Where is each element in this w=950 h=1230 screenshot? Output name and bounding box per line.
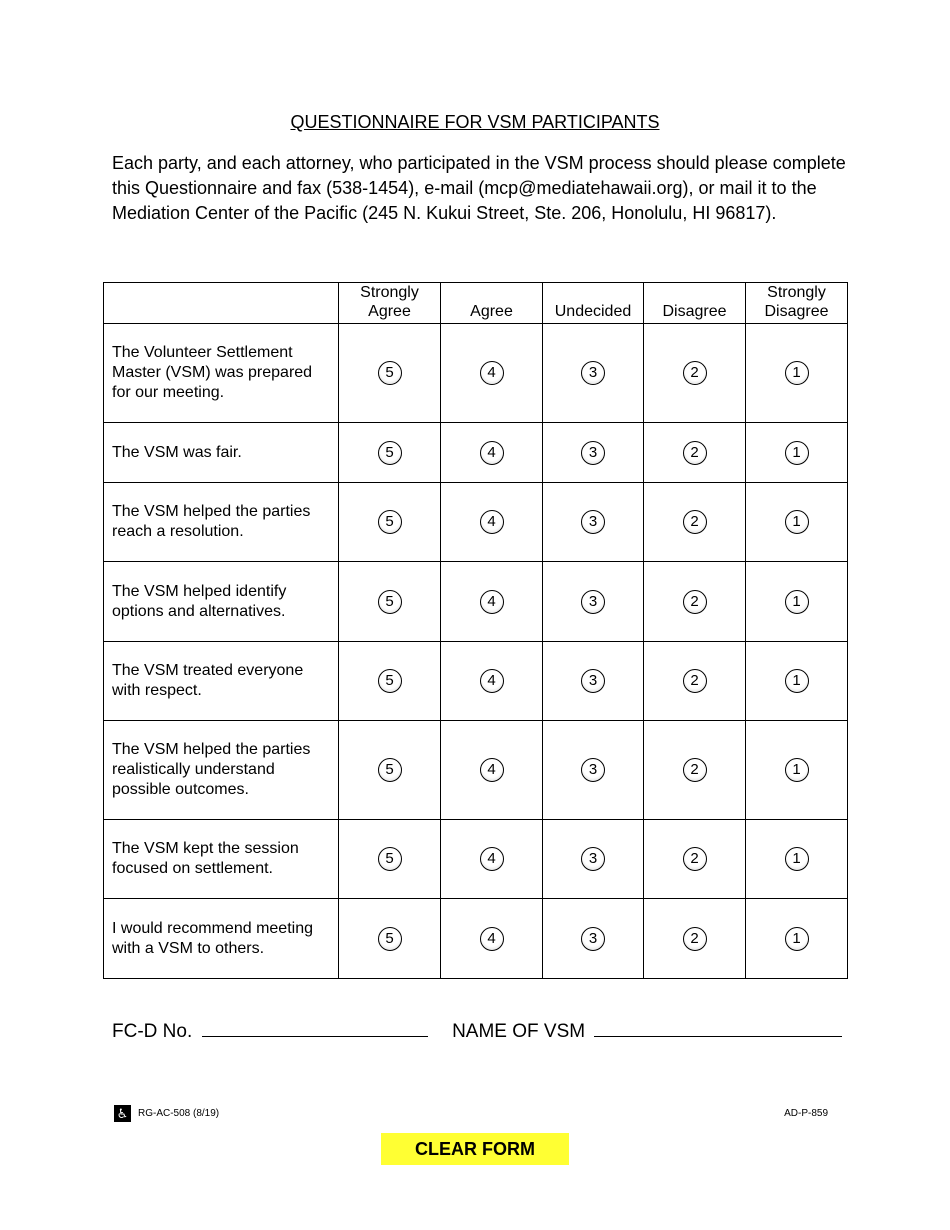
- question-row: [104, 899, 848, 979]
- question-row: [104, 642, 848, 721]
- ad-code: AD-P-859: [784, 1108, 828, 1119]
- rating-option-3[interactable]: 3: [581, 927, 605, 951]
- question-row: [104, 721, 848, 820]
- rating-option-5[interactable]: 5: [378, 510, 402, 534]
- rating-cell: [543, 324, 644, 423]
- rating-option-3[interactable]: 3: [581, 510, 605, 534]
- rating-option-1[interactable]: 1: [785, 669, 809, 693]
- col-header-strongly-agree: Strongly Agree: [339, 283, 441, 324]
- col-header-disagree: Disagree: [644, 283, 746, 324]
- question-text: The VSM kept the session focused on settlement.: [104, 820, 339, 899]
- rating-option-5[interactable]: 5: [378, 361, 402, 385]
- rating-option-3[interactable]: 3: [581, 361, 605, 385]
- rating-option-4[interactable]: 4: [480, 669, 504, 693]
- rating-cell: [441, 820, 543, 899]
- wheelchair-icon: ♿: [114, 1105, 131, 1122]
- questionnaire-table: [103, 282, 848, 979]
- rating-cell: [644, 562, 746, 642]
- rating-option-1[interactable]: 1: [785, 510, 809, 534]
- rating-cell: [746, 642, 848, 721]
- rating-option-4[interactable]: 4: [480, 847, 504, 871]
- rating-option-2[interactable]: 2: [683, 510, 707, 534]
- rating-option-1[interactable]: 1: [785, 847, 809, 871]
- rating-cell: [339, 483, 441, 562]
- question-text: The VSM was fair.: [104, 423, 339, 483]
- rating-cell: [543, 721, 644, 820]
- rating-option-1[interactable]: 1: [785, 758, 809, 782]
- clear-form-button[interactable]: CLEAR FORM: [381, 1133, 569, 1165]
- question-row: [104, 324, 848, 423]
- rating-cell: [339, 899, 441, 979]
- question-row: [104, 483, 848, 562]
- question-text: The VSM helped the parties realistically understand possible outcomes.: [104, 721, 339, 820]
- rating-option-5[interactable]: 5: [378, 590, 402, 614]
- rating-cell: [644, 423, 746, 483]
- rating-cell: [339, 562, 441, 642]
- rating-option-5[interactable]: 5: [378, 927, 402, 951]
- rating-cell: [644, 820, 746, 899]
- rating-option-2[interactable]: 2: [683, 927, 707, 951]
- rating-cell: [543, 483, 644, 562]
- rating-option-1[interactable]: 1: [785, 927, 809, 951]
- rating-cell: [441, 324, 543, 423]
- rating-option-5[interactable]: 5: [378, 758, 402, 782]
- rating-cell: [339, 642, 441, 721]
- col-header-agree: Agree: [441, 283, 543, 324]
- rating-option-5[interactable]: 5: [378, 847, 402, 871]
- question-text: The VSM helped the parties reach a resolution.: [104, 483, 339, 562]
- rating-option-4[interactable]: 4: [480, 361, 504, 385]
- signature-fields: [112, 1016, 842, 1043]
- question-text: The VSM treated everyone with respect.: [104, 642, 339, 721]
- rating-option-4[interactable]: 4: [480, 927, 504, 951]
- rating-option-4[interactable]: 4: [480, 758, 504, 782]
- rating-option-2[interactable]: 2: [683, 590, 707, 614]
- rating-option-2[interactable]: 2: [683, 758, 707, 782]
- rating-option-4[interactable]: 4: [480, 441, 504, 465]
- question-row: [104, 423, 848, 483]
- rating-option-3[interactable]: 3: [581, 441, 605, 465]
- rating-cell: [543, 820, 644, 899]
- header-blank: [104, 283, 339, 324]
- rating-cell: [543, 642, 644, 721]
- rating-option-4[interactable]: 4: [480, 590, 504, 614]
- page-title: QUESTIONNAIRE FOR VSM PARTICIPANTS: [290, 112, 660, 132]
- rating-cell: [543, 899, 644, 979]
- rating-cell: [644, 721, 746, 820]
- rating-option-2[interactable]: 2: [683, 669, 707, 693]
- question-row: [104, 562, 848, 642]
- rating-cell: [441, 721, 543, 820]
- fcd-number-field[interactable]: [202, 1016, 428, 1037]
- rating-cell: [441, 483, 543, 562]
- intro-paragraph: Each party, and each attorney, who participated in the VSM process should please complete this Questionnaire and fax (538-1454), e-mail (mcp@mediatehawaii.org), or mail it to the Mediation Center of the Pacific (245 N. Kukui Street, Ste. 206, Honolulu, HI 96817).: [112, 153, 846, 223]
- header-row: [104, 283, 848, 324]
- rating-cell: [746, 423, 848, 483]
- rating-cell: [746, 820, 848, 899]
- rating-option-1[interactable]: 1: [785, 590, 809, 614]
- rating-option-2[interactable]: 2: [683, 847, 707, 871]
- rating-cell: [339, 423, 441, 483]
- question-text: The VSM helped identify options and alternatives.: [104, 562, 339, 642]
- col-header-undecided: Undecided: [543, 283, 644, 324]
- rating-option-1[interactable]: 1: [785, 441, 809, 465]
- rating-option-3[interactable]: 3: [581, 590, 605, 614]
- rating-cell: [644, 483, 746, 562]
- rating-option-3[interactable]: 3: [581, 847, 605, 871]
- vsm-name-field[interactable]: [594, 1016, 842, 1037]
- rating-cell: [746, 899, 848, 979]
- rating-option-5[interactable]: 5: [378, 669, 402, 693]
- rating-cell: [644, 324, 746, 423]
- rating-option-3[interactable]: 3: [581, 758, 605, 782]
- rating-option-4[interactable]: 4: [480, 510, 504, 534]
- rating-cell: [339, 820, 441, 899]
- rating-cell: [543, 562, 644, 642]
- rating-cell: [339, 721, 441, 820]
- rating-option-2[interactable]: 2: [683, 441, 707, 465]
- rating-option-5[interactable]: 5: [378, 441, 402, 465]
- rating-cell: [644, 899, 746, 979]
- rating-option-2[interactable]: 2: [683, 361, 707, 385]
- rating-cell: [644, 642, 746, 721]
- question-text: I would recommend meeting with a VSM to others.: [104, 899, 339, 979]
- fcd-label: FC-D No.: [112, 1021, 193, 1042]
- rating-cell: [746, 324, 848, 423]
- rating-cell: [339, 324, 441, 423]
- col-header-strongly-disagree: Strongly Disagree: [746, 283, 848, 324]
- rating-cell: [746, 721, 848, 820]
- rating-cell: [543, 423, 644, 483]
- rating-cell: [441, 642, 543, 721]
- question-row: [104, 820, 848, 899]
- rating-cell: [441, 562, 543, 642]
- rating-option-1[interactable]: 1: [785, 361, 809, 385]
- question-text: The Volunteer Settlement Master (VSM) was prepared for our meeting.: [104, 324, 339, 423]
- vsm-name-label: NAME OF VSM: [452, 1021, 586, 1042]
- rating-cell: [746, 562, 848, 642]
- form-number: RG-AC-508 (8/19): [138, 1108, 220, 1119]
- rating-cell: [746, 483, 848, 562]
- rating-cell: [441, 423, 543, 483]
- rating-option-3[interactable]: 3: [581, 669, 605, 693]
- rating-cell: [441, 899, 543, 979]
